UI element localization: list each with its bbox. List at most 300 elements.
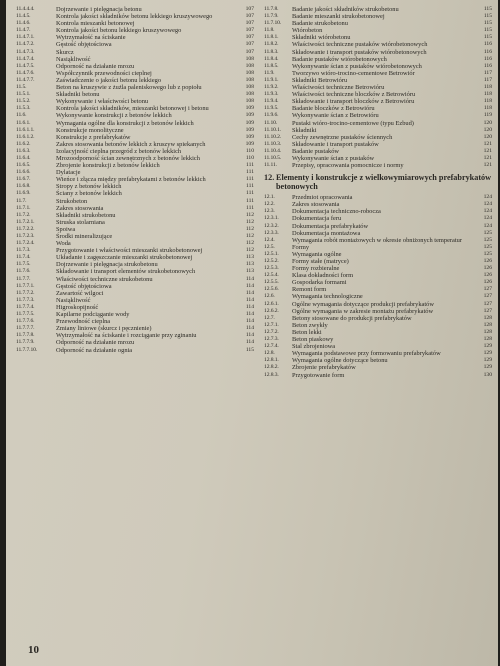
toc-entry-title: Wymagania podstawowe przy formowaniu prefabrykatów [292,350,441,358]
toc-entry-page: 116 [483,41,492,48]
toc-entry-page: 130 [483,371,492,378]
toc-entry [16,240,254,247]
toc-entry [16,120,254,127]
toc-entry [16,233,254,240]
toc-entry-title: Dokumentacja prefabrykatów [292,222,369,230]
toc-entry-number: 11.4.7.3. [16,48,35,55]
toc-entry-title: Przygotowanie form [292,371,345,379]
toc-entry-title: Składniki [292,126,317,134]
toc-entry-page: 126 [483,258,492,264]
toc-entry [16,318,254,325]
toc-entry-number: 11.9. [264,69,275,76]
toc-entry-page: 116 [483,48,492,55]
toc-entry-page: 129 [483,364,492,371]
toc-entry-number: 11.4.7.6. [16,69,35,76]
toc-entry-page: 125 [483,229,492,236]
toc-entry [16,347,254,354]
toc-entry-title: Dylatacje [56,169,81,177]
toc-entry-page: 111 [246,204,254,211]
toc-entry-number: 11.8. [264,27,275,34]
toc-entry-title: Zakres stosowania [292,201,340,209]
toc-entry-page: 112 [245,233,254,239]
toc-entry-number: 12.5. [264,243,275,250]
toc-entry-page: 112 [245,225,254,232]
toc-entry [16,77,254,84]
toc-entry-number: 11.10.4. [264,147,282,154]
toc-entry [264,141,492,148]
toc-entry-title: Wykonywanie i właściwości betonu [56,98,149,106]
toc-entry-title: Badanie jakości składników strukobetonu [292,6,399,13]
toc-entry-page: 119 [483,112,492,119]
toc-entry-page: 127 [483,286,492,293]
toc-entry [16,169,254,176]
toc-entry-title: Skurcz [56,48,74,56]
toc-entry [16,290,254,297]
toc-entry-number: 11.7.1. [16,204,31,211]
toc-entry [16,34,254,41]
toc-entry-page: 127 [483,307,492,314]
toc-left-column [16,6,254,354]
toc-entry-page: 127 [483,300,492,307]
toc-entry-page: 111 [246,190,254,197]
toc-entry-page: 116 [483,62,492,69]
toc-entry-page: 120 [483,133,492,140]
toc-entry [264,13,492,20]
toc-entry [16,176,254,183]
toc-entry-number: 11.7.7.3. [16,296,35,303]
toc-entry-title: Mrozoodporność ścian zewnętrznych z betonów lekkich [56,154,200,162]
toc-entry-page: 125 [483,243,492,250]
toc-entry-number: 11.4.7. [16,27,31,34]
toc-entry [16,20,254,27]
toc-entry-page: 114 [245,289,254,296]
toc-entry-number: 12.8.1. [264,357,279,364]
toc-entry-page: 111 [246,197,254,204]
toc-entry-page: 111 [246,169,254,176]
toc-entry [264,301,492,308]
toc-entry-title: Dojrzewanie i pielęgnacja strukobetonu [56,261,158,269]
toc-entry-title: Składowanie i transport pustaków wiórobetonowych [292,48,427,56]
toc-entry-title: Beton lekki [292,328,322,336]
toc-entry [264,6,492,13]
toc-entry-title: Wykonywanie konstrukcji z betonów lekkich [56,112,172,120]
toc-entry-number: 12.5.1. [264,250,279,257]
toc-entry-number: 11.7.2.1. [16,218,35,225]
toc-entry [264,272,492,279]
toc-entry-title: Wieńce i złącza między prefabrykatami z betonów lekkich [56,176,206,184]
toc-entry-page: 115 [483,13,492,20]
toc-entry-page: 109 [245,133,254,140]
toc-entry [264,134,492,141]
toc-entry-title: Wytrzymałość na ściskanie [56,34,126,42]
toc-entry-title: Właściwości techniczne strukobetonu [56,275,153,283]
toc-entry-title: Wykonywanie ścian z pustaków [292,154,375,162]
toc-entry [16,311,254,318]
toc-entry-number: 11.5.1. [16,91,31,98]
toc-entry [16,155,254,162]
toc-entry [264,293,492,300]
toc-entry-number: 11.6.6. [16,169,31,176]
toc-entry-title: Kapilarne podciąganie wody [56,311,130,319]
toc-entry-number: 11.6.1.1. [16,126,35,133]
toc-entry-number: 12.6.1. [264,300,279,307]
toc-entry-title: Środki mineralizujące [56,233,113,240]
toc-entry [16,261,254,268]
toc-entry-number: 11.7.6. [16,268,31,275]
toc-entry-title: Właściwości techniczne pustaków wiórobetonowych [292,41,428,49]
toc-entry-number: 11.5.3. [16,105,31,112]
toc-entry [264,215,492,222]
toc-entry-page: 117 [483,76,492,83]
toc-entry-title: Składniki strukobetonu [56,211,116,219]
toc-entry-number: 11.4.7.7. [16,76,35,83]
toc-entry-title: Wymagania robót montażowych w okresie obniżonych temperatur [292,236,462,244]
toc-entry [16,49,254,56]
toc-entry-title: Dokumentacja feru [292,215,342,223]
toc-entry-number: 11.6.2. [16,140,31,147]
toc-entry-page: 107 [245,13,254,20]
toc-entry-number: 11.9.1. [264,76,279,83]
toc-entry [16,112,254,119]
toc-entry-page: 129 [483,343,492,350]
toc-entry-title: Odporność na działanie ognia [56,346,133,354]
toc-entry [16,325,254,332]
toc-entry-page: 107 [245,6,254,12]
toc-entry-page: 118 [483,84,492,91]
toc-entry [264,105,492,112]
toc-entry-title: Ogólne wymagania w zakresie montażu prefabrykatów [292,307,434,315]
toc-entry-number: 11.7.7. [16,275,31,282]
toc-entry [264,251,492,258]
toc-entry [264,155,492,162]
toc-entry [16,268,254,275]
book-page [6,0,498,666]
toc-entry-page: 112 [245,218,254,225]
toc-entry-page: 118 [483,91,492,98]
toc-entry-page: 127 [483,293,492,300]
toc-entry-page: 111 [246,183,254,190]
toc-entry [264,350,492,357]
toc-entry-number: 11.9.4. [264,98,279,105]
toc-entry [16,339,254,346]
toc-entry-page: 112 [245,247,254,254]
toc-entry-title: Właściwości techniczne bloczków z Betrowióru [292,91,416,99]
toc-entry [16,190,254,197]
toc-entry-page: 117 [483,69,492,76]
toc-entry-title: Przewodność cieplna [56,318,111,326]
toc-entry-title: Zaświadczenie o jakości betonu lekkiego [56,76,162,84]
toc-entry-number: 12.7. [264,314,275,321]
toc-entry-number: 11.7.7.9. [16,339,35,346]
toc-entry-page: 112 [245,240,254,247]
section-number: 12. [264,173,275,183]
toc-entry-number: 11.4.4.4. [16,6,35,12]
toc-entry-title: Zbrojenie prefabrykatów [292,364,356,372]
toc-entry-title: Beton piaskowy [292,336,334,344]
toc-entry-page: 120 [483,126,492,133]
toc-entry-page: 113 [245,261,254,268]
toc-entry-number: 11.6.9. [16,190,31,197]
toc-entry [264,70,492,77]
toc-entry [264,237,492,244]
toc-entry-number: 11.7.7.7. [16,325,35,332]
toc-entry [16,56,254,63]
toc-entry-number: 11.6. [16,112,27,119]
toc-entry [264,329,492,336]
toc-entry-page: 124 [483,201,492,208]
toc-entry-page: 115 [483,34,492,41]
toc-entry-number: 12.8. [264,350,275,357]
toc-entry-number: 12.7.2. [264,328,279,335]
toc-entry-number: 11.7.2.3. [16,233,35,239]
toc-entry-number: 12.7.3. [264,336,279,343]
toc-entry-page: 109 [245,119,254,126]
toc-entry-title: Wytrzymałość na ściskanie i rozciąganie przy zginaniu [56,332,197,340]
toc-entry-page: 109 [245,126,254,133]
toc-entry-page: 108 [245,69,254,76]
toc-entry-title: Wykonywanie ścian z Betrowióru [292,112,379,120]
toc-entry-number: 11.6.3. [16,147,31,154]
toc-entry-number: 12.6.2. [264,307,279,314]
toc-entry-number: 12.8.2. [264,364,279,371]
toc-entry-number: 11.7.7.10. [16,346,38,353]
toc-entry [16,162,254,169]
toc-entry [264,148,492,155]
toc-entry-page: 114 [245,325,254,332]
toc-entry-page: 124 [483,208,492,215]
toc-entry-number: 12.1. [264,194,275,201]
toc-entry-number: 12.2. [264,201,275,208]
toc-entry-title: Ściany z betonów lekkich [56,190,122,198]
toc-entry-title: Formy [292,243,310,251]
toc-entry [16,41,254,48]
toc-entry-number: 12.5.2. [264,258,279,264]
toc-entry-number: 12.3.1. [264,215,279,222]
toc-entry-number: 11.7.8. [264,6,279,12]
toc-entry-title: Strukobeton [56,197,88,205]
toc-entry-number: 11.6.7. [16,176,31,183]
toc-entry-title: Zawartość wilgoci [56,289,104,297]
toc-entry-number: 11.7.2.4. [16,240,35,247]
toc-entry-title: Konstrukcje monolityczne [56,126,124,134]
toc-entry-title: Zakres stosowania [56,204,104,212]
toc-entry-number: 11.10. [264,119,278,126]
toc-entry-title: Badanie pustaków [292,147,340,155]
toc-entry [16,6,254,13]
toc-entry-page: 118 [483,105,492,112]
toc-entry-title: Badanie bloczków z Betrowióru [292,105,375,113]
toc-entry-page: 108 [245,84,254,91]
toc-entry [16,98,254,105]
toc-entry-page: 121 [483,162,492,169]
toc-entry-title: Dokumentacja techniczno-robocza [292,208,381,216]
toc-entry-number: 12.5.5. [264,279,279,286]
toc-entry [16,63,254,70]
toc-entry [264,27,492,34]
toc-entry-number: 11.6.1.2. [16,133,35,140]
toc-entry [264,201,492,208]
toc-entry [264,91,492,98]
toc-entry-title: Gęstość objętościowa [56,282,112,290]
toc-entry-page: 115 [483,20,492,27]
toc-entry-title: Składniki betonu [56,91,100,99]
toc-entry-title: Składowanie i transport bloczków z Betrowióru [292,98,415,106]
toc-entry-title: Przedmiot opracowania [292,194,353,202]
toc-entry [16,91,254,98]
toc-entry-page: 116 [483,55,492,62]
toc-entry-title: Zmiany liniowe (skurcz i pęcznienie) [56,325,152,333]
toc-entry-title: Nasiąkliwość [56,296,91,304]
toc-entry-number: 11.9.6. [264,112,279,119]
toc-entry [16,183,254,190]
toc-entry-page: 128 [483,314,492,321]
toc-entry-title: Współczynnik przewodności cieplnej [56,69,152,77]
toc-entry-page: 107 [245,20,254,27]
toc-entry-title: Właściwości techniczne Betrowióru [292,84,385,92]
toc-entry-number: 11.7.7.8. [16,332,35,339]
toc-entry-title: Badanie strukobetonu [292,20,348,28]
toc-entry-title: Gospodarka formami [292,279,347,287]
toc-entry-number: 11.7.3. [16,247,31,254]
toc-entry-number: 11.7.4. [16,254,31,261]
toc-entry-number: 12.3.2. [264,222,279,229]
toc-entry-page: 125 [483,250,492,257]
toc-entry-number: 12.8.3. [264,371,279,378]
toc-entry-title: Badanie mieszanki strukobetonowej [292,13,385,21]
toc-entry-title: Zakres stosowania betonów lekkich z kruszyw spiekanych [56,140,206,148]
toc-entry-title: Składniki wiórobetonu [292,34,351,42]
toc-entry-page: 108 [245,91,254,98]
toc-entry-page: 112 [245,211,254,218]
toc-entry-number: 11.8.2. [264,41,279,48]
toc-entry-title: Kontrola jakości składników betonu lekkiego kruszywowego [56,13,213,21]
toc-entry-page: 126 [483,272,492,279]
toc-entry-title: Odporność na działanie mrozu [56,62,135,70]
toc-entry-page: 129 [483,357,492,364]
toc-entry [16,148,254,155]
toc-entry [264,77,492,84]
toc-entry [16,283,254,290]
toc-entry-number: 12.7.1. [264,321,279,328]
toc-entry-page: 114 [245,339,254,346]
toc-entry-page: 107 [245,27,254,34]
toc-entry-page: 126 [483,265,492,272]
toc-entry-page: 120 [483,119,492,126]
toc-entry-number: 11.4.6. [16,20,31,27]
toc-entry-title: Beton na kruszywie z żużla paleniskowego lub z popiołu [56,84,202,92]
toc-entry-title: Beton zwykły [292,321,328,329]
toc-entry-title: Odporność na działanie mrozu [56,339,135,347]
section-heading [264,173,492,191]
toc-entry-title: Ogólne wymagania dotyczące produkcji prefabrykatów [292,300,434,308]
toc-entry-page: 108 [245,55,254,62]
toc-entry-title: Nasiąkliwość [56,55,91,63]
toc-entry-page: 126 [483,279,492,286]
toc-entry-number: 11.11. [264,162,277,169]
toc-entry [16,134,254,141]
toc-right-column [264,6,492,379]
toc-entry-page: 113 [245,254,254,261]
toc-entry-number: 11.6.5. [16,162,31,169]
toc-entry [16,276,254,283]
toc-entry [264,315,492,322]
toc-entry-page: 128 [483,321,492,328]
toc-entry-title: Kontrola jakości składników, mieszanki betonowej i betonu [56,105,209,113]
toc-entry-title: Izolacyjność cieplna przegród z betonów lekkich [56,147,182,155]
toc-entry-title: Tworzywo wióro-trocino-cementowe Betrowiór [292,69,415,77]
toc-entry [264,84,492,91]
toc-entry-title: Przygotowanie i właściwości mieszanki strukobetonowej [56,247,203,255]
toc-entry-page: 114 [245,332,254,339]
toc-entry-number: 11.9.3. [264,91,279,98]
toc-entry-page: 109 [245,112,254,119]
toc-entry-number: 12.5.4. [264,272,279,279]
toc-entry-page: 124 [483,215,492,222]
toc-entry-number: 11.4.7.2. [16,41,35,48]
toc-entry-page: 107 [245,48,254,55]
toc-entry-number: 11.5. [16,84,27,91]
toc-entry-number: 12.5.6. [264,286,279,293]
toc-entry [264,223,492,230]
toc-entry [264,56,492,63]
toc-entry-number: 11.7.7.2. [16,289,35,296]
toc-entry-page: 115 [483,27,492,34]
toc-entry [16,226,254,233]
toc-entry-title: Gęstość objętościowa [56,41,112,49]
toc-entry [264,127,492,134]
toc-entry-number: 11.9.5. [264,105,279,112]
toc-entry-page: 121 [483,140,492,147]
toc-entry-number: 11.7. [16,197,27,204]
toc-entry [264,244,492,251]
toc-entry [16,219,254,226]
toc-entry-page: 114 [245,296,254,303]
toc-entry-number: 11.6.1. [16,119,31,126]
toc-entry-page: 129 [483,350,492,357]
toc-entry [264,357,492,364]
toc-entry-number: 12.3. [264,208,275,215]
toc-entry [264,343,492,350]
toc-entry-page: 114 [245,303,254,310]
toc-entry [264,194,492,201]
toc-entry [264,162,492,169]
toc-entry-title: Remont form [292,286,327,294]
toc-entry [264,120,492,127]
toc-entry-title: Higroskopijność [56,303,99,311]
toc-entry-number: 11.10.1. [264,126,282,133]
toc-entry [264,41,492,48]
toc-entry-number: 11.8.1. [264,34,279,41]
toc-entry-page: 113 [245,268,254,275]
toc-entry [16,105,254,112]
toc-entry-page: 114 [245,318,254,325]
toc-entry-title: Stal zbrojeniowa [292,343,336,351]
toc-entry-title: Dokumentacja montażowa [292,229,361,237]
toc-entry-number: 12.7.4. [264,343,279,350]
toc-entry-title: Formy rozbieralne [292,265,340,273]
toc-entry [16,27,254,34]
toc-entry [264,63,492,70]
toc-entry-page: 111 [246,176,254,183]
toc-entry-title: Dojrzewanie i pielęgnacja betonu [56,6,142,13]
toc-entry [16,254,254,261]
toc-entry-page: 109 [245,140,254,147]
toc-entry [16,198,254,205]
toc-entry [16,297,254,304]
toc-entry [16,13,254,20]
toc-entry-title: Wiórobeton [292,27,323,35]
toc-entry-page: 128 [483,336,492,343]
